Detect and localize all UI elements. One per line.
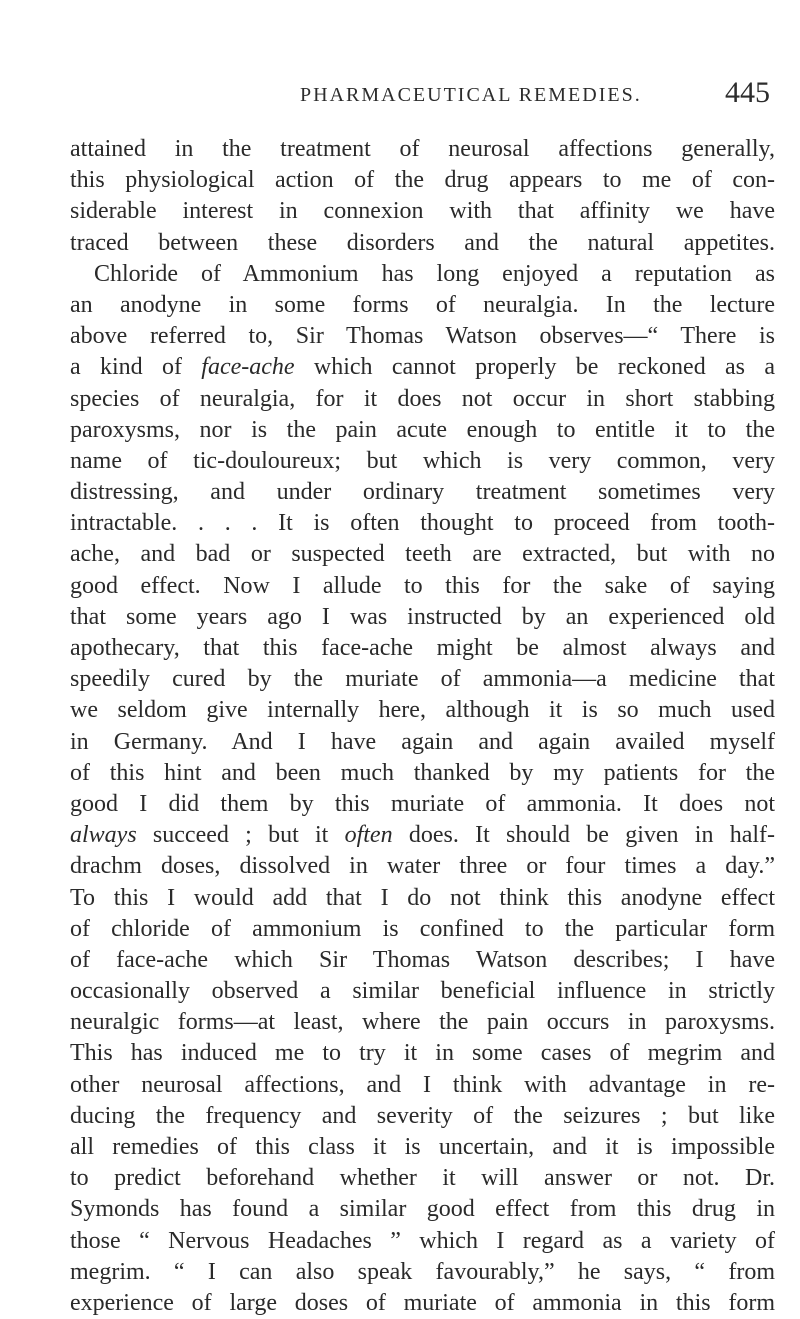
text-line: good effect. Now I allude to this for the sake of saying [70,572,775,599]
text-line: those “ Nervous Headaches ” which I regard as a variety of [70,1227,775,1254]
text-line: This has induced me to try it in some cases of megrim and [70,1040,775,1067]
text-line: drachm doses, dissolved in water three or four times a day.” [70,853,775,880]
text-line: Chloride of Ammonium has long enjoyed a reputation as [94,260,775,287]
text-run: succeed ; but it [136,822,345,849]
body-text [70,134,775,1319]
text-line: that some years ago I was instructed by an experienced old [70,603,775,630]
text-line: name of tic-douloureux; but which is very common, very [70,447,775,474]
text-line: of chloride of ammonium is confined to the particular form [70,915,775,942]
running-title: PHARMACEUTICAL REMEDIES. [300,84,642,106]
text-line: of face-ache which Sir Thomas Watson describes; I have [70,946,775,973]
text-line: of this hint and been much thanked by my patients for the [70,759,775,786]
text-line: paroxysms, nor is the pain acute enough to entitle it to the [70,416,775,443]
text-run: which cannot properly be reckoned as a [294,354,775,381]
text-line: other neurosal affections, and I think with advantage in re- [70,1071,775,1098]
text-line: above referred to, Sir Thomas Watson observes—“ There is [70,323,775,350]
text-line: this physiological action of the drug appears to me of con- [70,167,775,194]
text-line: distressing, and under ordinary treatment sometimes very [70,479,775,506]
italic-run: face-ache [201,354,295,381]
text-line: in Germany. And I have again and again availed myself [70,728,775,755]
italic-run: often [344,822,393,849]
text-line: we seldom give internally here, although it is so much used [70,697,775,724]
text-line: siderable interest in connexion with that affinity we have [70,198,775,225]
text-run: a kind of [70,354,202,381]
text-line: speedily cured by the muriate of ammonia—a medicine that [70,666,775,693]
text-line [70,820,775,851]
text-line: species of neuralgia, for it does not occur in short stabbing [70,385,775,412]
text-line: good I did them by this muriate of ammonia. It does not [70,790,775,817]
text-line [70,352,775,383]
text-line: apothecary, that this face-ache might be almost always and [70,635,775,661]
page-number: 445 [725,76,770,109]
text-line: ache, and bad or suspected teeth are extracted, but with no [70,541,775,568]
italic-run: always [70,822,137,849]
text-line: an anodyne in some forms of neuralgia. In the lecture [70,291,775,318]
text-line: To this I would add that I do not think this anodyne effect [70,884,775,911]
running-head [70,74,770,114]
text-run: does. It should be given in half- [392,822,776,849]
text-line: ducing the frequency and severity of the seizures ; but like [70,1102,775,1129]
text-line: experience of large doses of muriate of ammonia in this form [70,1289,775,1316]
text-line: to predict beforehand whether it will answer or not. Dr. [70,1165,775,1192]
text-line: Symonds has found a similar good effect from this drug in [70,1196,775,1223]
text-line: attained in the treatment of neurosal affections generally, [70,136,775,162]
text-line: all remedies of this class it is uncertain, and it is impossible [70,1134,775,1160]
text-line: traced between these disorders and the natural appetites. [70,229,775,256]
text-line: intractable. . . . It is often thought to proceed from tooth- [70,510,775,537]
text-line: neuralgic forms—at least, where the pain occurs in paroxysms. [70,1009,775,1036]
text-line: megrim. “ I can also speak favourably,” he says, “ from [70,1258,775,1285]
text-line: occasionally observed a similar beneficial influence in strictly [70,978,775,1005]
